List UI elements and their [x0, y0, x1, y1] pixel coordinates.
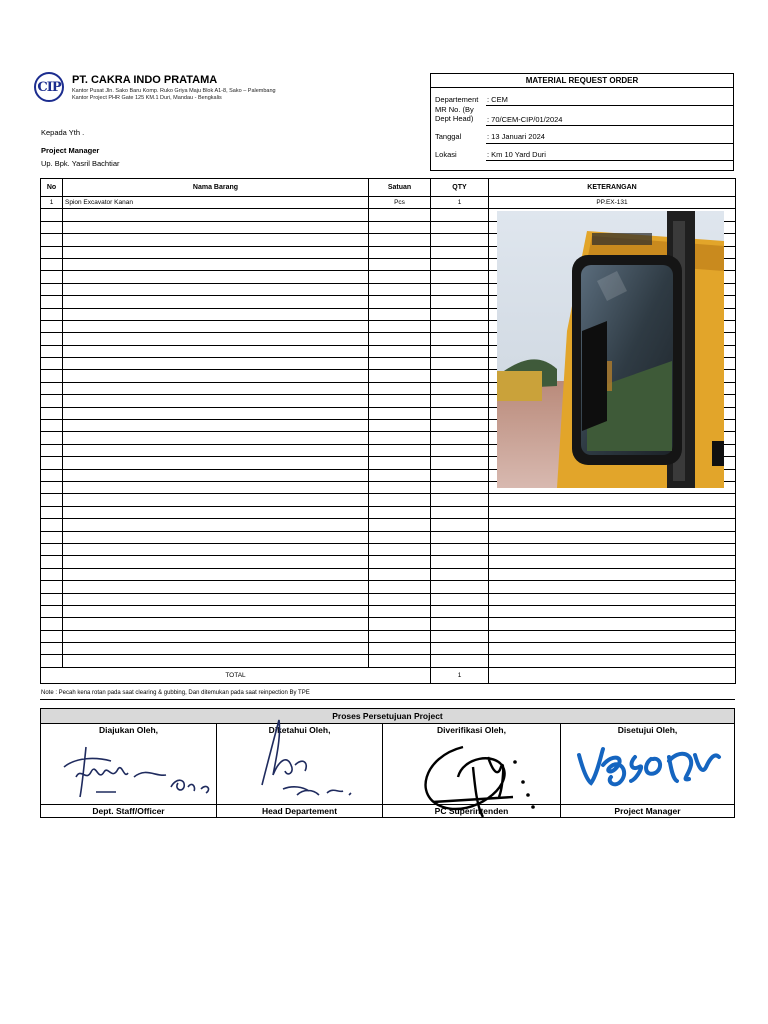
cell-empty — [489, 519, 736, 531]
cell-empty — [431, 469, 489, 481]
cell-empty — [41, 345, 63, 357]
total-value: 1 — [431, 667, 489, 683]
cell-empty — [489, 556, 736, 568]
cell-empty — [431, 221, 489, 233]
table-row-empty — [41, 531, 736, 543]
cell-empty — [41, 420, 63, 432]
cell-empty — [63, 296, 369, 308]
cell-empty — [431, 581, 489, 593]
table-row-empty — [41, 630, 736, 642]
mro-mr-label-1: MR No. (By — [435, 105, 474, 114]
cell-empty — [63, 432, 369, 444]
cell-empty — [431, 519, 489, 531]
cell-empty — [63, 643, 369, 655]
cell-empty — [369, 469, 431, 481]
approval-section — [40, 708, 735, 818]
cell-empty — [41, 246, 63, 258]
cell-empty — [63, 358, 369, 370]
cell-empty — [369, 457, 431, 469]
cell-empty — [431, 333, 489, 345]
cell-empty — [41, 605, 63, 617]
cell-empty — [489, 630, 736, 642]
cell-empty — [431, 531, 489, 543]
cell-empty — [369, 296, 431, 308]
cell-empty — [41, 209, 63, 221]
cell-empty — [369, 246, 431, 258]
cell-empty — [489, 531, 736, 543]
cell-empty — [369, 345, 431, 357]
cell-empty — [63, 568, 369, 580]
cell-empty — [63, 258, 369, 270]
cell-empty — [41, 382, 63, 394]
approval-col-disetujui — [561, 723, 734, 817]
cell-empty — [369, 358, 431, 370]
table-header-row — [41, 179, 736, 197]
cell-empty — [41, 444, 63, 456]
cell-empty — [63, 246, 369, 258]
approval-col-bottom: Head Departement — [217, 804, 382, 817]
cell-no: 1 — [41, 197, 63, 209]
cell-empty — [431, 358, 489, 370]
cell-empty — [369, 320, 431, 332]
cell-keterangan: PP.EX-131 — [489, 197, 736, 209]
cell-empty — [369, 209, 431, 221]
cell-empty — [41, 395, 63, 407]
approval-col-bottom: Project Manager — [561, 804, 734, 817]
cell-empty — [489, 568, 736, 580]
cell-empty — [369, 444, 431, 456]
table-row-empty — [41, 593, 736, 605]
recipient-kepada: Kepada Yth . — [41, 128, 85, 137]
cell-empty — [41, 506, 63, 518]
cell-empty — [369, 395, 431, 407]
cell-empty — [41, 531, 63, 543]
mro-box — [430, 73, 734, 171]
approval-col-top: Diverifikasi Oleh, — [437, 725, 506, 735]
cell-empty — [41, 643, 63, 655]
total-row — [41, 667, 736, 683]
cell-empty — [369, 506, 431, 518]
cell-nama: Spion Excavator Kanan — [63, 197, 369, 209]
cell-empty — [369, 382, 431, 394]
cell-empty — [41, 258, 63, 270]
cell-empty — [431, 556, 489, 568]
cell-empty — [41, 271, 63, 283]
cell-empty — [63, 345, 369, 357]
cell-empty — [431, 457, 489, 469]
cell-empty — [369, 655, 431, 667]
header-nama-barang: Nama Barang — [63, 179, 369, 197]
recipient-title: Project Manager — [41, 146, 100, 155]
company-address-1: Kantor Pusat Jln. Sako Baru Komp. Ruko Griya Maju Blok A1-8, Sako – Palembang — [72, 88, 276, 94]
note-text: Note : Pecah kena rotan pada saat clearing & gubbing, Dan ditemukan pada saat reinpection By TPE — [41, 690, 310, 696]
cell-empty — [369, 581, 431, 593]
cell-empty — [41, 457, 63, 469]
cell-empty — [41, 370, 63, 382]
cell-empty — [41, 234, 63, 246]
table-row-empty — [41, 618, 736, 630]
cell-empty — [63, 655, 369, 667]
cell-empty — [41, 618, 63, 630]
cell-empty — [41, 283, 63, 295]
cell-empty — [41, 469, 63, 481]
cell-empty — [369, 407, 431, 419]
cell-empty — [369, 333, 431, 345]
mro-title: MATERIAL REQUEST ORDER — [525, 76, 639, 85]
cell-empty — [369, 221, 431, 233]
cell-empty — [41, 593, 63, 605]
cell-empty — [431, 543, 489, 555]
cell-empty — [431, 320, 489, 332]
recipient-up: Up. Bpk. Yasril Bachtiar — [41, 159, 120, 168]
cell-empty — [431, 420, 489, 432]
cell-empty — [369, 258, 431, 270]
cell-empty — [431, 643, 489, 655]
approval-col-bottom: Dept. Staff/Officer — [41, 804, 216, 817]
header-no: No — [41, 179, 63, 197]
cell-empty — [41, 358, 63, 370]
cell-empty — [63, 234, 369, 246]
cell-empty — [41, 655, 63, 667]
cell-empty — [489, 643, 736, 655]
cell-empty — [41, 581, 63, 593]
cell-empty — [41, 221, 63, 233]
cell-empty — [431, 308, 489, 320]
cell-empty — [431, 395, 489, 407]
cell-empty — [369, 543, 431, 555]
cell-empty — [369, 618, 431, 630]
photo-illustration — [497, 211, 724, 488]
header-qty: QTY — [431, 179, 489, 197]
cell-empty — [41, 320, 63, 332]
mro-lokasi-label: Lokasi — [435, 150, 457, 159]
cell-empty — [369, 630, 431, 642]
approval-col-top: Diketahui Oleh, — [268, 725, 331, 735]
approval-col-top: Diajukan Oleh, — [98, 725, 159, 735]
cell-empty — [63, 543, 369, 555]
mro-departement-label: Departement — [435, 95, 479, 104]
cell-empty — [369, 370, 431, 382]
cell-empty — [431, 432, 489, 444]
cell-empty — [63, 209, 369, 221]
cell-empty — [63, 457, 369, 469]
table-row-empty — [41, 568, 736, 580]
excavator-mirror-photo — [497, 211, 724, 488]
signature-staff — [56, 737, 216, 803]
cell-empty — [63, 481, 369, 493]
table-row-empty — [41, 643, 736, 655]
cell-empty — [41, 543, 63, 555]
cell-empty — [369, 643, 431, 655]
cell-empty — [431, 209, 489, 221]
cell-empty — [489, 543, 736, 555]
cell-empty — [63, 308, 369, 320]
cell-empty — [63, 382, 369, 394]
table-row-empty — [41, 543, 736, 555]
mro-departement-value: : CEM — [487, 95, 508, 104]
cell-empty — [431, 481, 489, 493]
cell-empty — [41, 296, 63, 308]
cell-empty — [431, 370, 489, 382]
cell-empty — [63, 556, 369, 568]
mro-mr-value: : 70/CEM-CIP/01/2024 — [487, 115, 563, 124]
cell-empty — [63, 320, 369, 332]
cell-empty — [63, 283, 369, 295]
company-name: PT. CAKRA INDO PRATAMA — [72, 74, 218, 86]
cell-empty — [63, 370, 369, 382]
cell-empty — [41, 333, 63, 345]
approval-title: Proses Persetujuan Project — [41, 709, 734, 724]
cell-qty: 1 — [431, 197, 489, 209]
approval-col-diverifikasi — [383, 723, 561, 817]
cell-empty — [41, 308, 63, 320]
cell-empty — [63, 395, 369, 407]
table-row-empty — [41, 494, 736, 506]
mro-lokasi-value: : Km 10 Yard Duri — [487, 150, 546, 159]
mro-tanggal-value: : 13 Januari 2024 — [487, 132, 545, 141]
cell-empty — [41, 481, 63, 493]
cell-empty — [63, 333, 369, 345]
cell-empty — [369, 420, 431, 432]
note-underline — [40, 699, 735, 700]
cell-empty — [431, 494, 489, 506]
cell-empty — [63, 494, 369, 506]
cell-empty — [369, 308, 431, 320]
mro-mr-label-2: Dept Head) — [435, 114, 474, 123]
cell-empty — [63, 581, 369, 593]
cell-empty — [431, 382, 489, 394]
cell-empty — [41, 494, 63, 506]
cell-empty — [431, 655, 489, 667]
cell-empty — [63, 221, 369, 233]
cell-empty — [431, 568, 489, 580]
cell-empty — [489, 506, 736, 518]
cell-empty — [369, 432, 431, 444]
cell-empty — [369, 283, 431, 295]
cell-empty — [63, 420, 369, 432]
cell-empty — [431, 345, 489, 357]
cell-empty — [369, 593, 431, 605]
company-address-2: Kantor Project PHR Gate 125 KM.1 Duri, Mandau - Bengkalis — [72, 95, 222, 101]
total-label: TOTAL — [41, 667, 431, 683]
signature-pm — [573, 735, 723, 805]
cell-empty — [431, 271, 489, 283]
cell-empty — [369, 531, 431, 543]
cell-empty — [369, 481, 431, 493]
table-row-empty — [41, 506, 736, 518]
mro-tanggal-label: Tanggal — [435, 132, 462, 141]
cell-empty — [63, 630, 369, 642]
cell-empty — [369, 556, 431, 568]
table-row-empty — [41, 605, 736, 617]
cell-empty — [489, 655, 736, 667]
cell-empty — [63, 531, 369, 543]
table-row-empty — [41, 556, 736, 568]
cell-empty — [63, 593, 369, 605]
approval-col-top: Disetujui Oleh, — [617, 725, 678, 735]
company-logo — [34, 72, 64, 102]
cell-empty — [41, 556, 63, 568]
cell-empty — [431, 246, 489, 258]
logo-text: CIP — [37, 79, 61, 95]
cell-empty — [431, 258, 489, 270]
cell-empty — [63, 618, 369, 630]
cell-empty — [369, 271, 431, 283]
table-row-empty — [41, 655, 736, 667]
cell-empty — [431, 283, 489, 295]
cell-empty — [63, 444, 369, 456]
cell-empty — [369, 605, 431, 617]
cell-empty — [431, 618, 489, 630]
cell-empty — [63, 469, 369, 481]
cell-empty — [41, 407, 63, 419]
cell-empty — [63, 519, 369, 531]
cell-empty — [63, 506, 369, 518]
cell-empty — [489, 593, 736, 605]
approval-col-diketahui — [217, 723, 383, 817]
cell-empty — [431, 296, 489, 308]
cell-empty — [41, 568, 63, 580]
cell-empty — [489, 494, 736, 506]
cell-empty — [431, 506, 489, 518]
cell-empty — [369, 568, 431, 580]
table-row-empty — [41, 581, 736, 593]
cell-empty — [431, 407, 489, 419]
table-row-empty — [41, 519, 736, 531]
approval-col-bottom: PC Superintenden — [383, 804, 560, 817]
cell-empty — [489, 581, 736, 593]
cell-empty — [63, 271, 369, 283]
cell-empty — [431, 630, 489, 642]
cell-empty — [431, 605, 489, 617]
cell-empty — [369, 234, 431, 246]
cell-empty — [41, 630, 63, 642]
cell-empty — [41, 432, 63, 444]
cell-empty — [63, 605, 369, 617]
header-keterangan: KETERANGAN — [489, 179, 736, 197]
cell-empty — [431, 444, 489, 456]
signature-head — [247, 715, 377, 801]
cell-empty — [431, 234, 489, 246]
cell-empty — [369, 494, 431, 506]
cell-satuan: Pcs — [369, 197, 431, 209]
cell-empty — [63, 407, 369, 419]
cell-empty — [431, 593, 489, 605]
cell-empty — [489, 605, 736, 617]
cell-empty — [41, 519, 63, 531]
header-satuan: Satuan — [369, 179, 431, 197]
total-keterangan-empty — [489, 667, 736, 683]
cell-empty — [489, 618, 736, 630]
table-row — [41, 197, 736, 209]
approval-col-diajukan — [41, 723, 217, 817]
cell-empty — [369, 519, 431, 531]
